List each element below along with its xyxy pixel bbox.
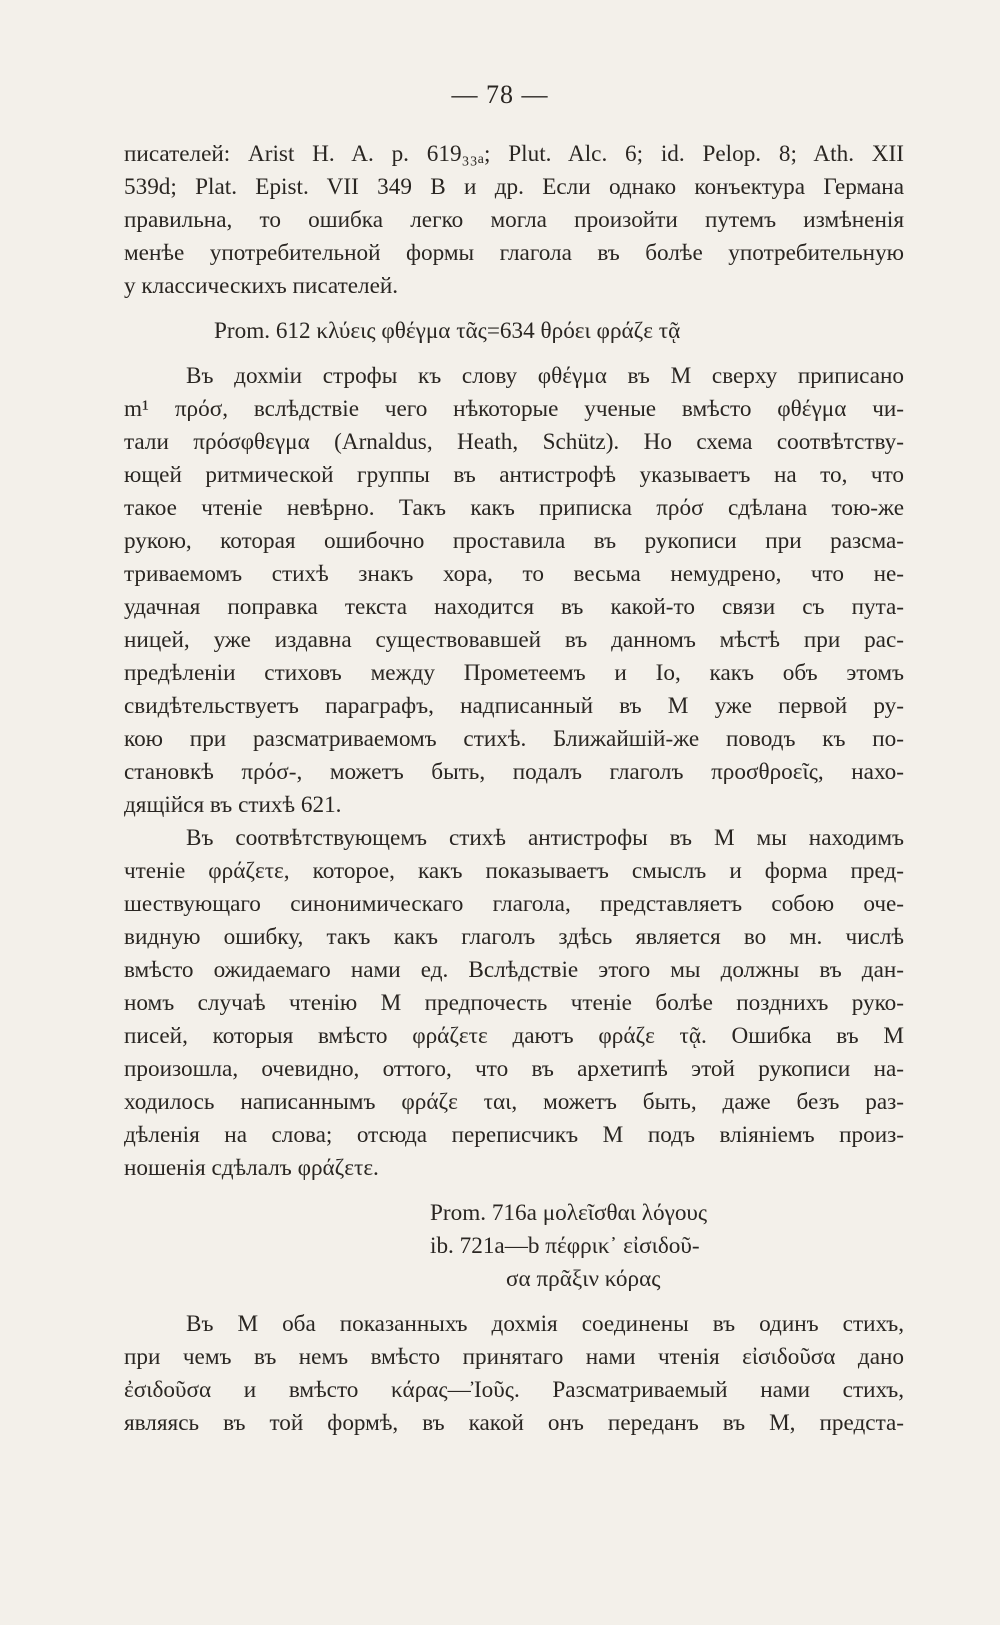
text-line: менѣе употребительной формы глагола въ болѣе употребительную	[124, 240, 904, 266]
text-line: писателей: Arist H. A. p. 619₃₃ₐ; Plut. Alc. 6; id. Pelop. 8; Ath. XII	[124, 141, 904, 167]
text-line: произошла, очевидно, оттого, что въ архетипѣ этой рукописи на-	[124, 1056, 904, 1082]
verse-reference: Prom. 716a μολεῖσθαι λόγους	[430, 1200, 708, 1226]
page-number: — 78 —	[451, 80, 549, 109]
verse-reference: ib. 721a—b πέφρικ᾽ εἰσιδοῦ-	[430, 1233, 700, 1259]
text-line: ющей ритмической группы въ антистрофѣ указываетъ на то, что	[124, 462, 904, 488]
text-line: дѣленія на слова; отсюда переписчикъ М подъ вліяніемъ произ-	[124, 1122, 904, 1148]
text-line: кою при разсматриваемомъ стихѣ. Ближайшій-же поводъ къ по-	[124, 726, 904, 752]
text-line: у классическихъ писателей.	[124, 273, 399, 299]
text-line: при чемъ въ немъ вмѣсто принятаго нами чтенія εἰσιδοῦσα дано	[124, 1344, 904, 1370]
verse-reference: σα πρᾶξιν κόρας	[506, 1266, 661, 1292]
text-line: становкѣ πρόσ-, можетъ быть, подалъ глаголъ προσθροεῖς, нахо-	[124, 759, 904, 785]
text-line: номъ случаѣ чтенію М предпочесть чтеніе болѣе позднихъ руко-	[124, 990, 904, 1016]
verse-reference: Prom. 612 κλύεις φθέγμα τᾶς=634 θρόει φράζε τᾷ	[214, 318, 681, 344]
text-line: правильна, то ошибка легко могла произойти путемъ измѣненія	[124, 207, 904, 233]
text-line: вмѣсто ожидаемаго нами ед. Вслѣдствіе этого мы должны въ дан-	[124, 957, 904, 983]
text-line: m¹ πρόσ, вслѣдствіе чего нѣкоторые ученые вмѣсто φθέγμα чи-	[124, 396, 904, 422]
text-line: являясь въ той формѣ, въ какой онъ переданъ въ М, предста-	[124, 1410, 904, 1436]
text-line: ницей, уже издавна существовавшей въ данномъ мѣстѣ при рас-	[124, 627, 904, 653]
text-line: видную ошибку, такъ какъ глаголъ здѣсь является во мн. числѣ	[124, 924, 904, 950]
text-line: чтеніе φράζετε, которое, какъ показываетъ смыслъ и форма пред-	[124, 858, 904, 884]
text-line: Въ дохміи строфы къ слову φθέγμα въ М сверху приписано	[186, 363, 904, 389]
text-line: Въ М оба показанныхъ дохмія соединены въ одинъ стихъ,	[186, 1311, 904, 1337]
text-line: 539d; Plat. Epist. VII 349 B и др. Если однако конъектура Германа	[124, 174, 904, 200]
text-line: рукою, которая ошибочно проставила въ рукописи при разсма-	[124, 528, 904, 554]
text-line: ношенія сдѣлалъ φράζετε.	[124, 1155, 379, 1181]
body-text	[124, 138, 904, 1440]
text-line: Въ соотвѣтствующемъ стихѣ антистрофы въ М мы находимъ	[186, 825, 904, 851]
text-line: предѣленіи стиховъ между Прометеемъ и Іо, какъ объ этомъ	[124, 660, 904, 686]
text-line: писей, которыя вмѣсто φράζετε даютъ φράζε τᾷ. Ошибка въ М	[124, 1023, 904, 1049]
text-line: ходилось написаннымъ φράζε ται, можетъ быть, даже безъ раз-	[124, 1089, 904, 1115]
text-line: триваемомъ стихѣ знакъ хора, то весьма немудрено, что не-	[124, 561, 904, 587]
text-line: тали πρόσφθεγμα (Arnaldus, Heath, Schütz). Но схема соотвѣтству-	[124, 429, 904, 455]
text-line: ἐσιδοῦσα и вмѣсто κάρας—Ἰοῦς. Разсматриваемый нами стихъ,	[124, 1377, 904, 1403]
text-line: дящійся въ стихѣ 621.	[124, 792, 342, 818]
text-line: удачная поправка текста находится въ какой-то связи съ пута-	[124, 594, 904, 620]
text-line: такое чтеніе невѣрно. Такъ какъ приписка πρόσ сдѣлана тою-же	[124, 495, 904, 521]
text-line: свидѣтельствуетъ параграфъ, надписанный въ М уже первой ру-	[124, 693, 904, 719]
text-line: шествующаго синонимическаго глагола, представляетъ собою оче-	[124, 891, 904, 917]
